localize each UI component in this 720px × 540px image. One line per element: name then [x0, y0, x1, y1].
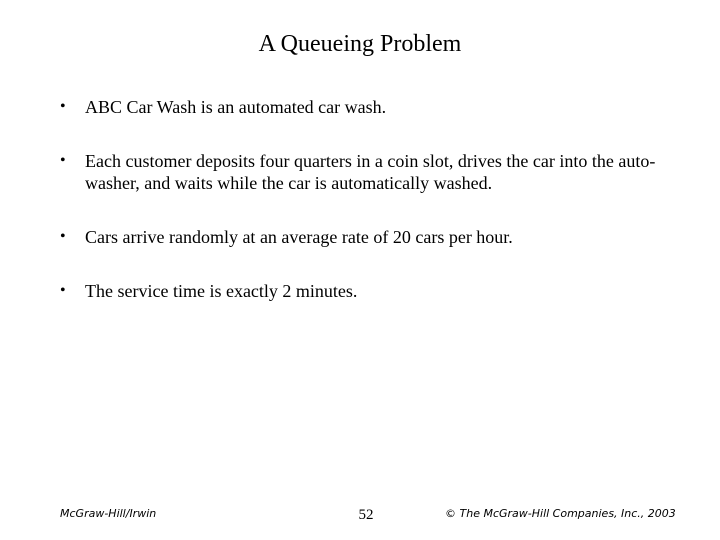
bullet-item [60, 96, 680, 118]
slide-title: A Queueing Problem [258, 31, 462, 57]
bullet-text: Cars arrive randomly at an average rate of 20 cars per hour. [85, 227, 513, 247]
bullet-icon: • [60, 282, 66, 299]
bullet-list [60, 96, 680, 302]
bullet-text: The service time is exactly 2 minutes. [85, 281, 358, 301]
bullet-icon: • [60, 98, 66, 115]
bullet-icon: • [60, 228, 66, 245]
footer-copyright: © The McGraw-Hill Companies, Inc., 2003 [445, 507, 676, 520]
bullet-item [60, 150, 680, 194]
bullet-item [60, 226, 680, 248]
bullet-text: Each customer deposits four quarters in a coin slot, drives the car into the auto-washer, and waits while the car is automatically washed. [85, 151, 656, 193]
page-number: 52 [358, 507, 374, 523]
bullet-icon: • [60, 152, 66, 169]
bullet-text: ABC Car Wash is an automated car wash. [85, 97, 387, 117]
footer-publisher: McGraw-Hill/Irwin [60, 507, 157, 520]
bullet-item [60, 280, 680, 302]
